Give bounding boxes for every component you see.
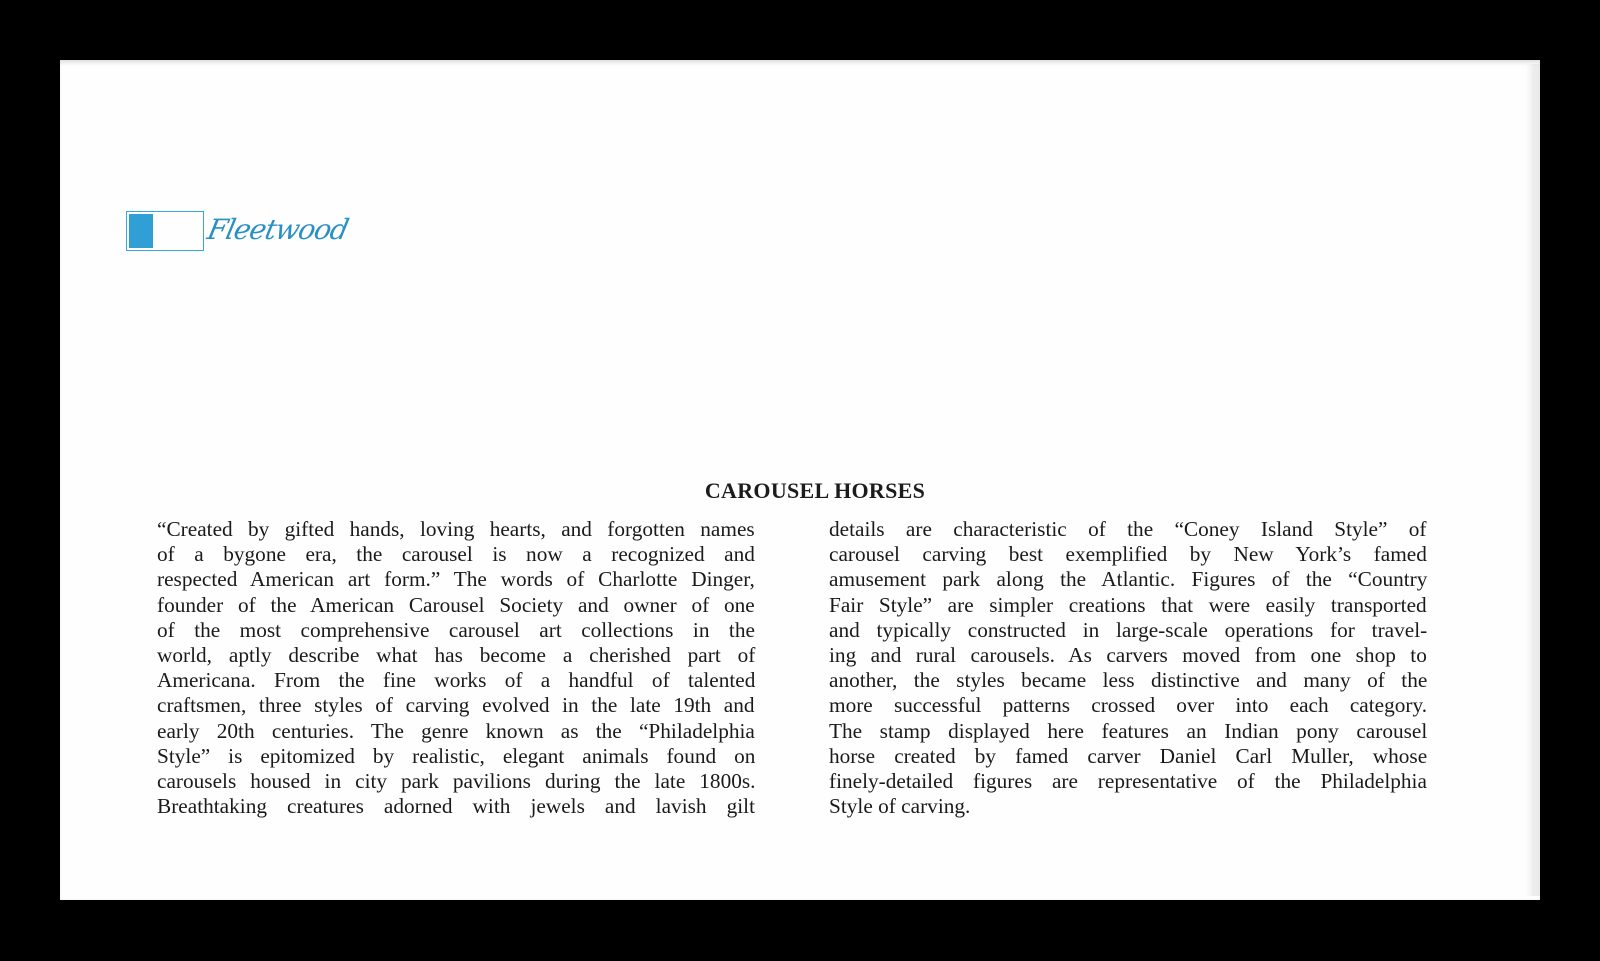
text-line: finely-detailed figures are representative of the Philadelphia — [829, 769, 1427, 794]
page-title: CAROUSEL HORSES — [704, 478, 926, 503]
text-line: and typically constructed in large-scale operations for travel- — [829, 617, 1428, 642]
text-line: Americana. From the fine works of a handful of talented — [157, 668, 756, 693]
text-line: The stamp displayed here features an Indian pony carousel — [829, 718, 1428, 743]
fleetwood-logo — [126, 211, 366, 255]
text-line: of the most comprehensive carousel art collections in the — [157, 617, 755, 642]
text-line: Breathtaking creatures adorned with jewels and lavish gilt — [157, 794, 755, 819]
text-line: founder of the American Carousel Society and owner of one — [157, 592, 755, 617]
envelope-top-edge — [60, 60, 1540, 66]
text-line: world, aptly describe what has become a cherished part of — [157, 643, 756, 668]
text-line: respected American art form.” The words of Charlotte Dinger, — [157, 567, 755, 592]
logo-fill — [129, 214, 153, 248]
text-line: details are characteristic of the “Coney Island Style” of — [829, 517, 1427, 541]
text-line: craftsmen, three styles of carving evolved in the late 19th and — [157, 693, 755, 718]
text-line: Fair Style” are simpler creations that were easily transported — [829, 592, 1427, 617]
text-line: of a bygone era, the carousel is now a recognized and — [157, 542, 755, 567]
text-line: Style of carving. — [829, 794, 971, 819]
text-line: “Created by gifted hands, loving hearts, and forgotten names — [157, 517, 755, 541]
text-line: early 20th centuries. The genre known as the “Philadelphia — [157, 718, 755, 743]
text-line: amusement park along the Atlantic. Figures of the “Country — [829, 567, 1428, 592]
text-line: another, the styles became less distinctive and many of the — [829, 668, 1428, 693]
text-line: horse created by famed carver Daniel Carl Muller, whose — [829, 743, 1428, 768]
text-line: ing and rural carousels. As carvers moved from one shop to — [829, 643, 1427, 668]
text-line: Style” is epitomized by realistic, elegant animals found on — [157, 743, 756, 768]
logo-wordmark: Fleetwood — [204, 213, 351, 246]
text-line: carousels housed in city park pavilions during the late 1800s. — [157, 769, 756, 794]
logo-square-icon — [126, 211, 204, 251]
left-text-column — [157, 517, 755, 819]
text-line: carousel carving best exemplified by New York’s famed — [829, 542, 1427, 567]
right-text-column — [829, 517, 1427, 819]
text-line: more successful patterns crossed over into each category. — [829, 693, 1428, 718]
